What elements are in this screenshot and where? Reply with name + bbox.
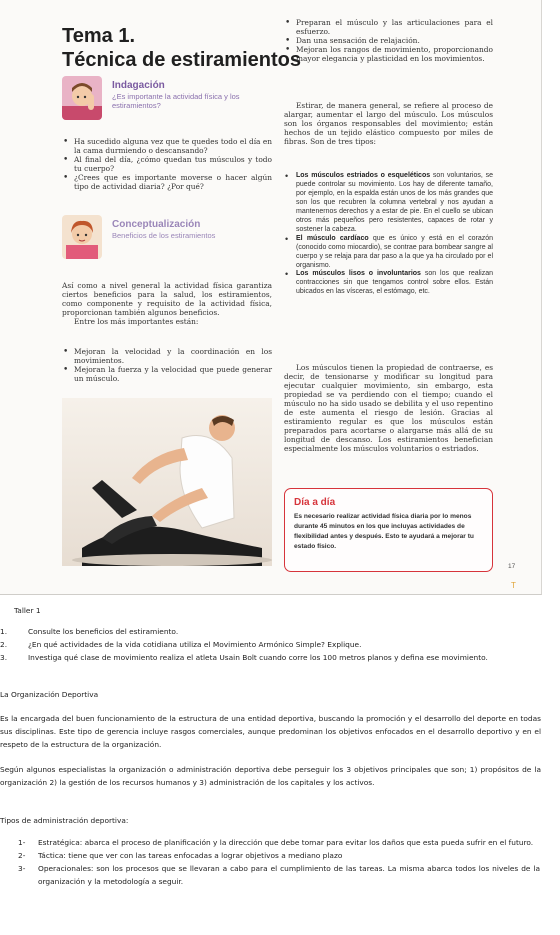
tipo-item-text: Operacionales: son los procesos que se llevaran a cabo para el cumplimiento de las tareas. La misma abarca todos los niveles de la organización y la metodología a seguir. [38, 864, 540, 886]
indagacion-banner [62, 76, 272, 120]
taller-item-text: Consulte los beneficios del estiramiento. [28, 627, 179, 636]
org-paragraph-1: Es la encargada del buen funcionamiento de la estructura de una entidad deportiva, buscando la promoción y el desarrollo del deporte en todas sus disciplinas. Este tipo de gerencia incluye rasgos comerciales, aunque predominan los objetivos enfocados en el desarrollo deportivo y en el respeto de la estructura de la organización. [0, 714, 541, 749]
tipo-item-text: Estratégica: abarca el proceso de planificación y la dirección que debe tomar para evitar los daños que esta pueda sufrir en el futuro. [38, 838, 534, 847]
tipos-title: Tipos de administración deportiva: [0, 816, 129, 825]
conceptualizacion-banner [62, 215, 272, 259]
benefits-intro [62, 282, 272, 327]
muscle-type-item [284, 270, 493, 297]
taller-item-text: ¿En qué actividades de la vida cotidiana utiliza el Movimiento Armónico Simple? Explique. [28, 640, 362, 649]
question-item: • Al final del día, ¿cómo quedan tus músculos y todo tu cuerpo? [62, 156, 272, 174]
org-title: La Organización Deportiva [0, 690, 99, 699]
page-number: 17 [508, 563, 516, 570]
dia-a-dia-title: Día a día [294, 497, 336, 508]
muscle-type-item [284, 235, 493, 271]
muscle-type-name: Los músculos lisos o involuntarios [296, 270, 421, 278]
benefits-paragraph: Así como a nivel general la actividad física garantiza ciertos beneficios para la salud, los estiramientos, como componente y requisito de la actividad física, proporcionan también algunos beneficios. [62, 281, 272, 317]
tipo-item [18, 836, 540, 849]
question-item: • ¿Crees que es importante moverse o hacer algún tipo de actividad diaria? ¿Por qué? [62, 174, 272, 192]
thinking-person-illustration [62, 76, 102, 120]
stretch-benefit-item: • Mejoran los rangos de movimiento, proporcionando mayor elegancia y plasticidad en los movimientos. [284, 46, 493, 64]
item-number: 1. [0, 627, 8, 636]
taller-item [0, 651, 540, 664]
tipo-item [18, 849, 540, 862]
stretching-definition: Estirar, de manera general, se refiere al proceso de alargar, aumentar el largo del músculo. Los músculos son los órganos responsables del movimiento; están hechos de un tejido elástico compuesto por miles de fibras. Son de tres tipos: [284, 101, 493, 146]
muscle-type-name: Los músculos estriados o esqueléticos [296, 172, 431, 179]
question-item: • Ha sucedido alguna vez que te quedes todo el día en la cama durmiendo o descansando? [62, 138, 272, 156]
benefit-item: • Mejoran la fuerza y la velocidad que puede generar un músculo. [62, 366, 272, 384]
dia-a-dia-box [284, 488, 493, 572]
muscle-type-name: El músculo cardíaco [296, 234, 369, 242]
item-number: 3- [18, 864, 26, 873]
tipo-item-text: Táctica: tiene que ver con las tareas enfocadas a lograr objetivos a mediano plazo [38, 851, 343, 860]
stretching-photo [62, 398, 272, 566]
page-title [62, 24, 301, 72]
indagacion-questions [62, 138, 272, 192]
title-line-1: Tema 1. [62, 25, 135, 47]
taller-item-text: Investiga qué clase de movimiento realiza el atleta Usain Bolt cuando corre los 100 metros planos y defina ese movimiento. [28, 653, 488, 662]
dia-a-dia-text: Es necesario realizar actividad física diaria por lo menos durante 45 minutos en los que incluyas actividades de flexibilidad antes y después. Esto te ayudará a mejorar tu estado físico. [294, 513, 474, 550]
item-number: 2- [18, 851, 26, 860]
muscle-types-list [284, 172, 493, 297]
muscle-type-description: son voluntarios, se puede controlar su movimiento. Los hay de diferente tamaño, por ejemplo, en la espalda están unos de los más grandes que son los que recubren la columna vertebral y nos ayudan a mantenernos derechos y a estar de pie. En el cuello se ubican otros más pequeños pero resistentes, capaces de rotar y sostener la cabeza. [296, 172, 493, 233]
muscle-type-description: que es único y está en el corazón (conocido como miocardio), se contrae para bombear sangre al cuerpo y se relaja para dar paso a la que ya ha circulado por el organismo. [296, 234, 493, 269]
item-number: 2. [0, 640, 8, 649]
page-mark: T [511, 581, 516, 590]
item-number: 3. [0, 653, 8, 662]
indagacion-subtitle: ¿Es importante la actividad física y los estiramientos? [112, 92, 240, 110]
benefit-item: • Mejoran la velocidad y la coordinación en los movimientos. [62, 348, 272, 366]
taller-list [0, 625, 540, 664]
taller-item [0, 638, 540, 651]
item-number: 1- [18, 838, 26, 847]
taller-item [0, 625, 540, 638]
title-line-2: Técnica de estiramientos [62, 49, 301, 71]
conceptualizacion-subtitle: Beneficios de los estiramientos [112, 231, 216, 240]
benefits-list [62, 348, 272, 384]
tipos-list [18, 836, 540, 888]
conceptualizacion-title: Conceptualización [112, 219, 201, 230]
muscle-type-description: son los que realizan contracciones sin que tengamos control sobre ellos. Están ubicados en las vísceras, el estómago, etc. [296, 270, 493, 296]
benefits-paragraph-2: Entre los más importantes están: [74, 316, 199, 326]
stretch-benefit-item: • Preparan el músculo y las articulaciones para el esfuerzo. [284, 19, 493, 37]
indagacion-title: Indagación [112, 80, 165, 91]
right-top-bullets [284, 19, 493, 64]
org-paragraph-2: Según algunos especialistas la organización o administración deportiva debe perseguir los 3 objetivos principales que son; 1) propósitos de la organización 2) la gestión de los recursos humanos y 3) administración de los capitales y los activos. [0, 765, 541, 787]
muscle-type-item [284, 172, 493, 235]
muscle-properties-paragraph: Los músculos tienen la propiedad de contraerse, es decir, de tensionarse y modificar su longitud para ejecutar cualquier movimiento, sin embargo, esta propiedad se va perdiendo con el tiempo; cuando el músculo no ha sido usado se debilita y el uso repentino de este aumenta el riesgo de lesión. Gracias al estiramiento regular es que los músculos están preparados para acortarse o alargarse más allá de su longitud de descanso. Los estiramientos benefician especialmente los músculos voluntarios o estriados. [284, 363, 493, 453]
taller-title: Taller 1 [14, 606, 41, 615]
tipo-item [18, 862, 540, 888]
stretch-benefit-item: • Dan una sensación de relajación. [284, 37, 493, 46]
student-illustration [62, 215, 102, 259]
